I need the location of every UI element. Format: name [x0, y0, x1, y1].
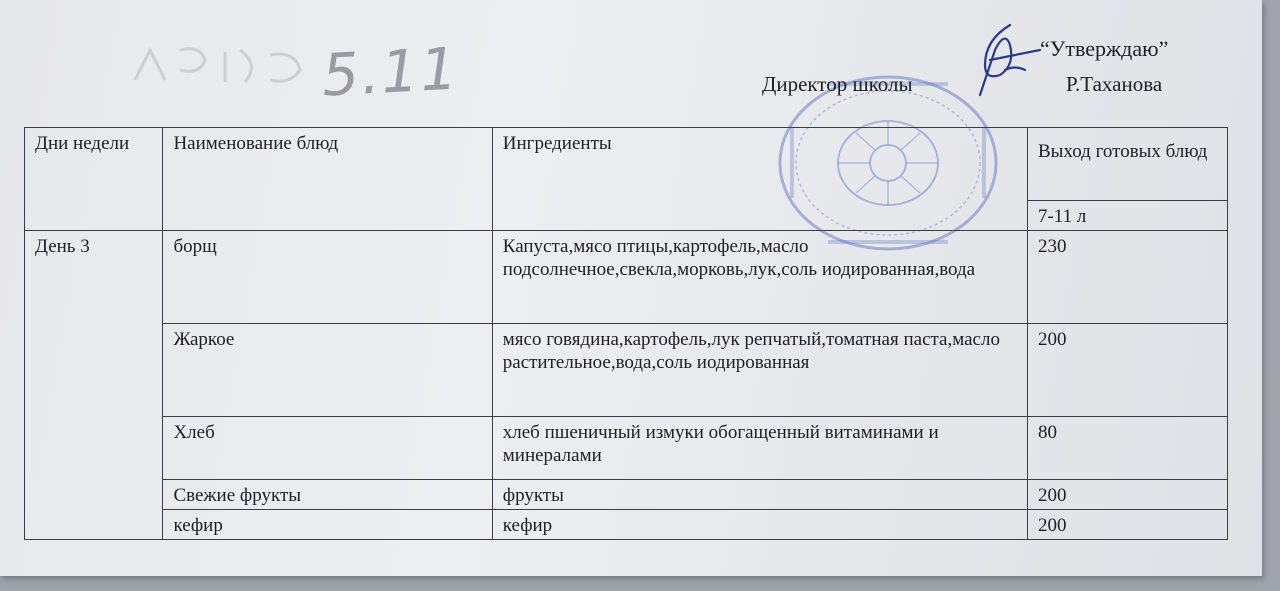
ingredients-cell: кефир [492, 510, 1027, 540]
signature-icon [955, 20, 1045, 100]
dish-cell: борщ [163, 231, 492, 324]
output-cell: 200 [1027, 324, 1227, 417]
header-output: Выход готовых блюд [1027, 128, 1227, 201]
director-label: Директор школы [762, 72, 913, 96]
header-dish: Наименование блюд [163, 128, 492, 231]
dish-cell: Свежие фрукты [163, 480, 492, 510]
table-row [25, 510, 1228, 540]
menu-table [24, 127, 1228, 540]
ingredients-cell: фрукты [492, 480, 1027, 510]
header-day: Дни недели [25, 128, 163, 231]
table-header-row [25, 128, 1228, 201]
header-output-sub: 7-11 л [1027, 201, 1227, 231]
header-ingredients: Ингредиенты [492, 128, 1027, 231]
table-row [25, 480, 1228, 510]
ingredients-cell: мясо говядина,картофель,лук репчатый,томатная паста,масло растительное,вода,соль иодированная [492, 324, 1027, 417]
director-name: Р.Таханова [1066, 72, 1163, 96]
output-cell: 200 [1027, 510, 1227, 540]
dish-cell: Жаркое [163, 324, 492, 417]
dish-cell: кефир [163, 510, 492, 540]
table-row [25, 231, 1228, 324]
output-cell: 80 [1027, 417, 1227, 480]
output-cell: 200 [1027, 480, 1227, 510]
dish-cell: Хлеб [163, 417, 492, 480]
approve-title: “Утверждаю” [1040, 36, 1169, 61]
table-row [25, 417, 1228, 480]
ingredients-cell: хлеб пшеничный измуки обогащенный витаминами и минералами [492, 417, 1027, 480]
table-row [25, 324, 1228, 417]
faint-pencil-mark [130, 40, 320, 90]
day-cell: День 3 [25, 231, 163, 540]
ingredients-cell: Капуста,мясо птицы,картофель,масло подсолнечное,свекла,морковь,лук,соль иодированная,вода [492, 231, 1027, 324]
handwritten-date: 5.11 [320, 34, 461, 110]
output-cell: 230 [1027, 231, 1227, 324]
